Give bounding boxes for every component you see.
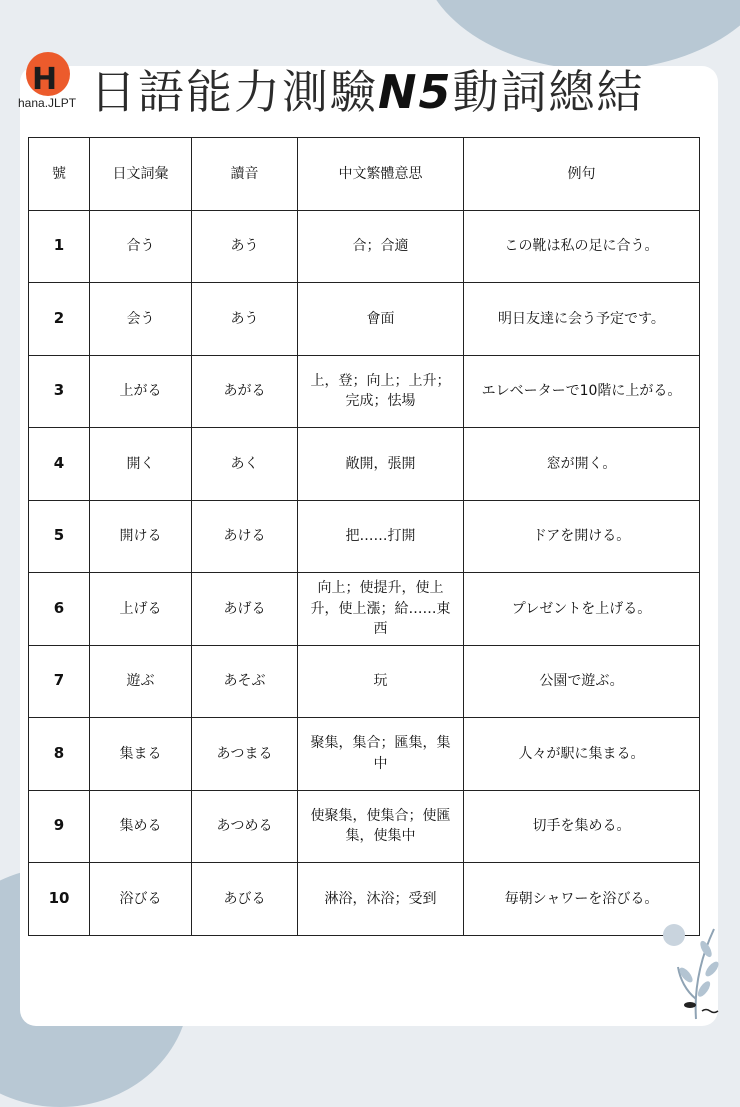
header-example: 例句 (464, 138, 700, 211)
cell-number: 3 (29, 355, 90, 428)
cell-reading: あう (192, 283, 298, 356)
cell-example: プレゼントを上げる。 (464, 573, 700, 646)
cell-word: 集める (90, 790, 192, 863)
cell-example: エレベーターで10階に上がる。 (464, 355, 700, 428)
plant-icon (656, 919, 726, 1029)
header-chinese-meaning: 中文繁體意思 (298, 138, 464, 211)
cell-reading: あびる (192, 863, 298, 936)
table-row (29, 283, 700, 356)
table-row (29, 573, 700, 646)
table-row (29, 500, 700, 573)
cell-meaning: 合；合適 (298, 210, 464, 283)
table-row (29, 645, 700, 718)
logo (18, 50, 78, 110)
cell-example: 毎朝シャワーを浴びる。 (464, 863, 700, 936)
cell-word: 開く (90, 428, 192, 501)
cell-meaning: 向上；使提升，使上升，使上漲；給……東西 (298, 573, 464, 646)
cell-number: 7 (29, 645, 90, 718)
cell-number: 2 (29, 283, 90, 356)
table-row (29, 428, 700, 501)
header-number: 號 (29, 138, 90, 211)
page-title (90, 56, 645, 122)
cell-meaning: 會面 (298, 283, 464, 356)
cell-number: 5 (29, 500, 90, 573)
cell-reading: あつまる (192, 718, 298, 791)
cell-word: 会う (90, 283, 192, 356)
header-reading: 讀音 (192, 138, 298, 211)
title-suffix: 動詞總結 (452, 65, 645, 119)
table-row (29, 718, 700, 791)
cell-reading: あく (192, 428, 298, 501)
table-row (29, 790, 700, 863)
cell-example: 窓が開く。 (464, 428, 700, 501)
logo-letter: H (32, 62, 58, 97)
cell-word: 合う (90, 210, 192, 283)
cell-meaning: 玩 (298, 645, 464, 718)
cell-number: 9 (29, 790, 90, 863)
header-japanese-word: 日文詞彙 (90, 138, 192, 211)
cell-example: 人々が駅に集まる。 (464, 718, 700, 791)
cell-number: 10 (29, 863, 90, 936)
cell-number: 8 (29, 718, 90, 791)
cell-reading: あそぶ (192, 645, 298, 718)
cell-meaning: 聚集，集合；匯集，集中 (298, 718, 464, 791)
cell-reading: あつめる (192, 790, 298, 863)
cell-number: 6 (29, 573, 90, 646)
logo-text: hana.JLPT (18, 96, 77, 110)
cell-example: ドアを開ける。 (464, 500, 700, 573)
cell-word: 開ける (90, 500, 192, 573)
cell-example: 切手を集める。 (464, 790, 700, 863)
cell-meaning: 上，登；向上；上升；完成；怯場 (298, 355, 464, 428)
cell-meaning: 淋浴，沐浴；受到 (298, 863, 464, 936)
cell-number: 1 (29, 210, 90, 283)
cell-example: この靴は私の足に合う。 (464, 210, 700, 283)
title-level: N5 (378, 65, 453, 119)
table-row (29, 210, 700, 283)
table-header-row (29, 138, 700, 211)
verb-table (28, 137, 700, 936)
cell-number: 4 (29, 428, 90, 501)
cell-reading: あける (192, 500, 298, 573)
cell-word: 遊ぶ (90, 645, 192, 718)
title-prefix: 日語能力測驗 (90, 65, 378, 119)
cell-word: 上げる (90, 573, 192, 646)
cell-reading: あげる (192, 573, 298, 646)
cell-word: 浴びる (90, 863, 192, 936)
cell-example: 公園で遊ぶ。 (464, 645, 700, 718)
cell-word: 集まる (90, 718, 192, 791)
table-row (29, 863, 700, 936)
cell-meaning: 敞開，張開 (298, 428, 464, 501)
cell-reading: あう (192, 210, 298, 283)
cell-meaning: 使聚集，使集合；使匯集，使集中 (298, 790, 464, 863)
cell-reading: あがる (192, 355, 298, 428)
cell-meaning: 把……打開 (298, 500, 464, 573)
cell-word: 上がる (90, 355, 192, 428)
cell-example: 明日友達に会う予定です。 (464, 283, 700, 356)
table-row (29, 355, 700, 428)
